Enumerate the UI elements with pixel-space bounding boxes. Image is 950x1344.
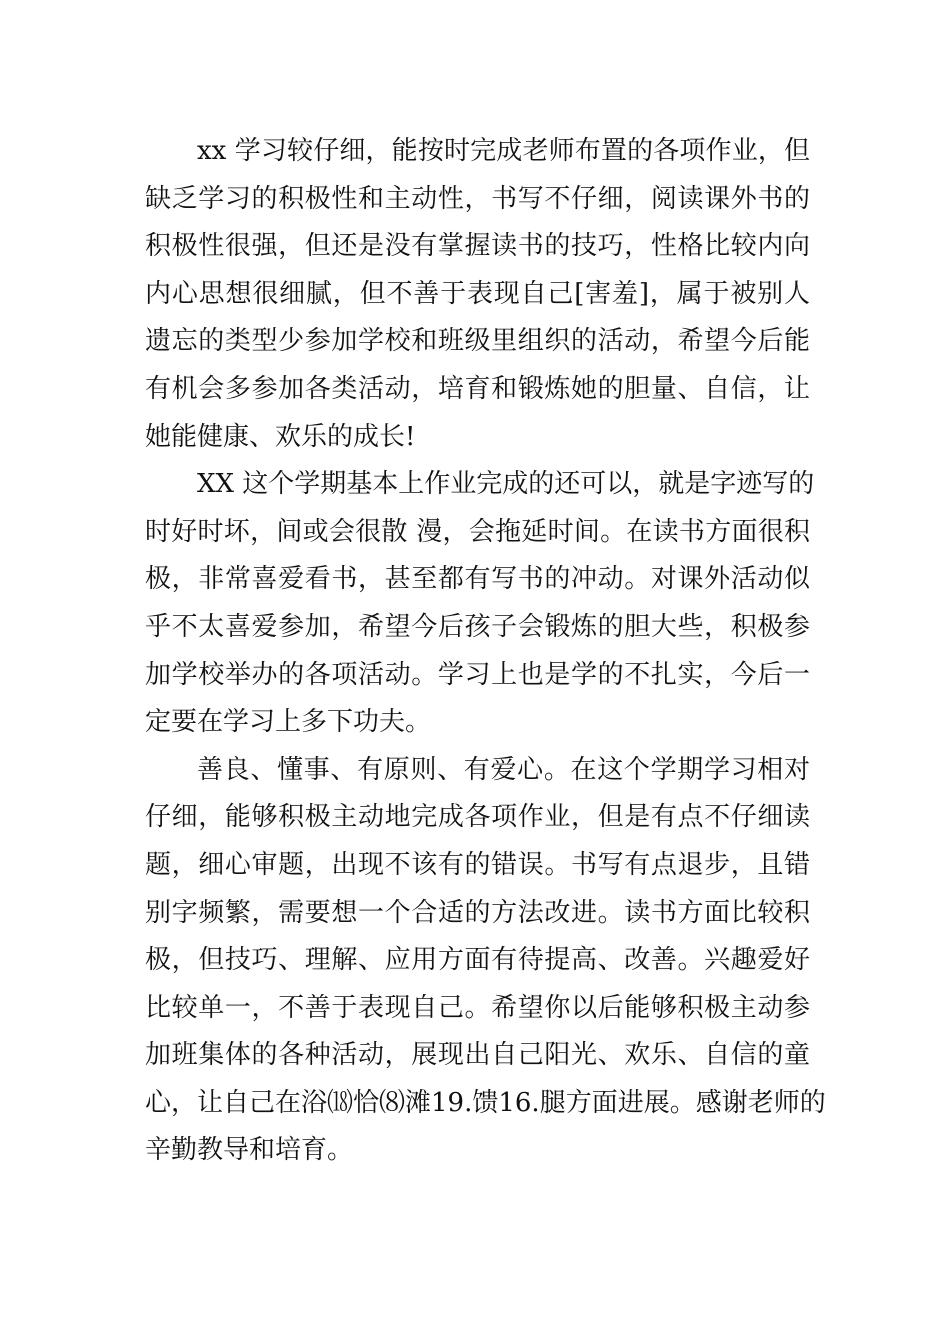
paragraph-line: 极，但技巧、理解、应用方面有待提高、改善。兴趣爱好 xyxy=(145,945,810,976)
paragraph-line: 积极性很强，但还是没有掌握读书的技巧，性格比较内向 xyxy=(145,231,810,262)
paragraph-line: 比较单一，不善于表现自己。希望你以后能够积极主动参 xyxy=(145,992,810,1023)
paragraph-line: 有机会多参加各类活动，培育和锻炼她的胆量、自信，让 xyxy=(145,373,810,404)
paragraph-2 xyxy=(145,461,815,747)
paragraph-1 xyxy=(145,128,810,461)
paragraph-line: 题，细心审题，出现不该有的错误。书写有点退步，且错 xyxy=(145,849,810,880)
paragraph-line: 极，非常喜爱看书，甚至都有写书的冲动。对课外活动似 xyxy=(145,564,810,595)
paragraph-3 xyxy=(145,747,826,1175)
paragraph-line: 内心思想很细腻，但不善于表现自己[害羞]，属于被别人 xyxy=(145,278,810,309)
paragraph-line: 心，让自己在浴⒅恰⑻滩19.馈16.腿方面进展。感谢老师的 xyxy=(145,1087,826,1118)
paragraph-line: 缺乏学习的积极性和主动性，书写不仔细，阅读课外书的 xyxy=(145,183,810,214)
paragraph-line: 别字频繁，需要想一个合适的方法改进。读书方面比较积 xyxy=(145,897,810,928)
paragraph-line: 仔细，能够积极主动地完成各项作业，但是有点不仔细读 xyxy=(145,802,810,833)
document-body xyxy=(145,128,826,1175)
paragraph-line: XX 这个学期基本上作业完成的还可以，就是字迹写的 xyxy=(197,469,815,500)
paragraph-line: 她能健康、欢乐的成长! xyxy=(145,421,416,452)
paragraph-line: 定要在学习上多下功夫。 xyxy=(145,707,432,738)
paragraph-line: 加班集体的各种活动，展现出自己阳光、欢乐、自信的童 xyxy=(145,1040,810,1071)
paragraph-line: 善良、懂事、有原则、有爱心。在这个学期学习相对 xyxy=(197,754,810,785)
paragraph-line: 时好时坏，间或会很散 漫，会拖延时间。在读书方面很积 xyxy=(145,516,810,547)
paragraph-line: 加学校举办的各项活动。学习上也是学的不扎实，今后一 xyxy=(145,659,810,690)
paragraph-line: 遗忘的类型少参加学校和班级里组织的活动，希望今后能 xyxy=(145,326,810,357)
paragraph-line: 乎不太喜爱参加，希望今后孩子会锻炼的胆大些，积极参 xyxy=(145,611,810,642)
paragraph-line: xx 学习较仔细，能按时完成老师布置的各项作业，但 xyxy=(197,136,810,166)
paragraph-line: 辛勤教导和培育。 xyxy=(145,1135,354,1166)
